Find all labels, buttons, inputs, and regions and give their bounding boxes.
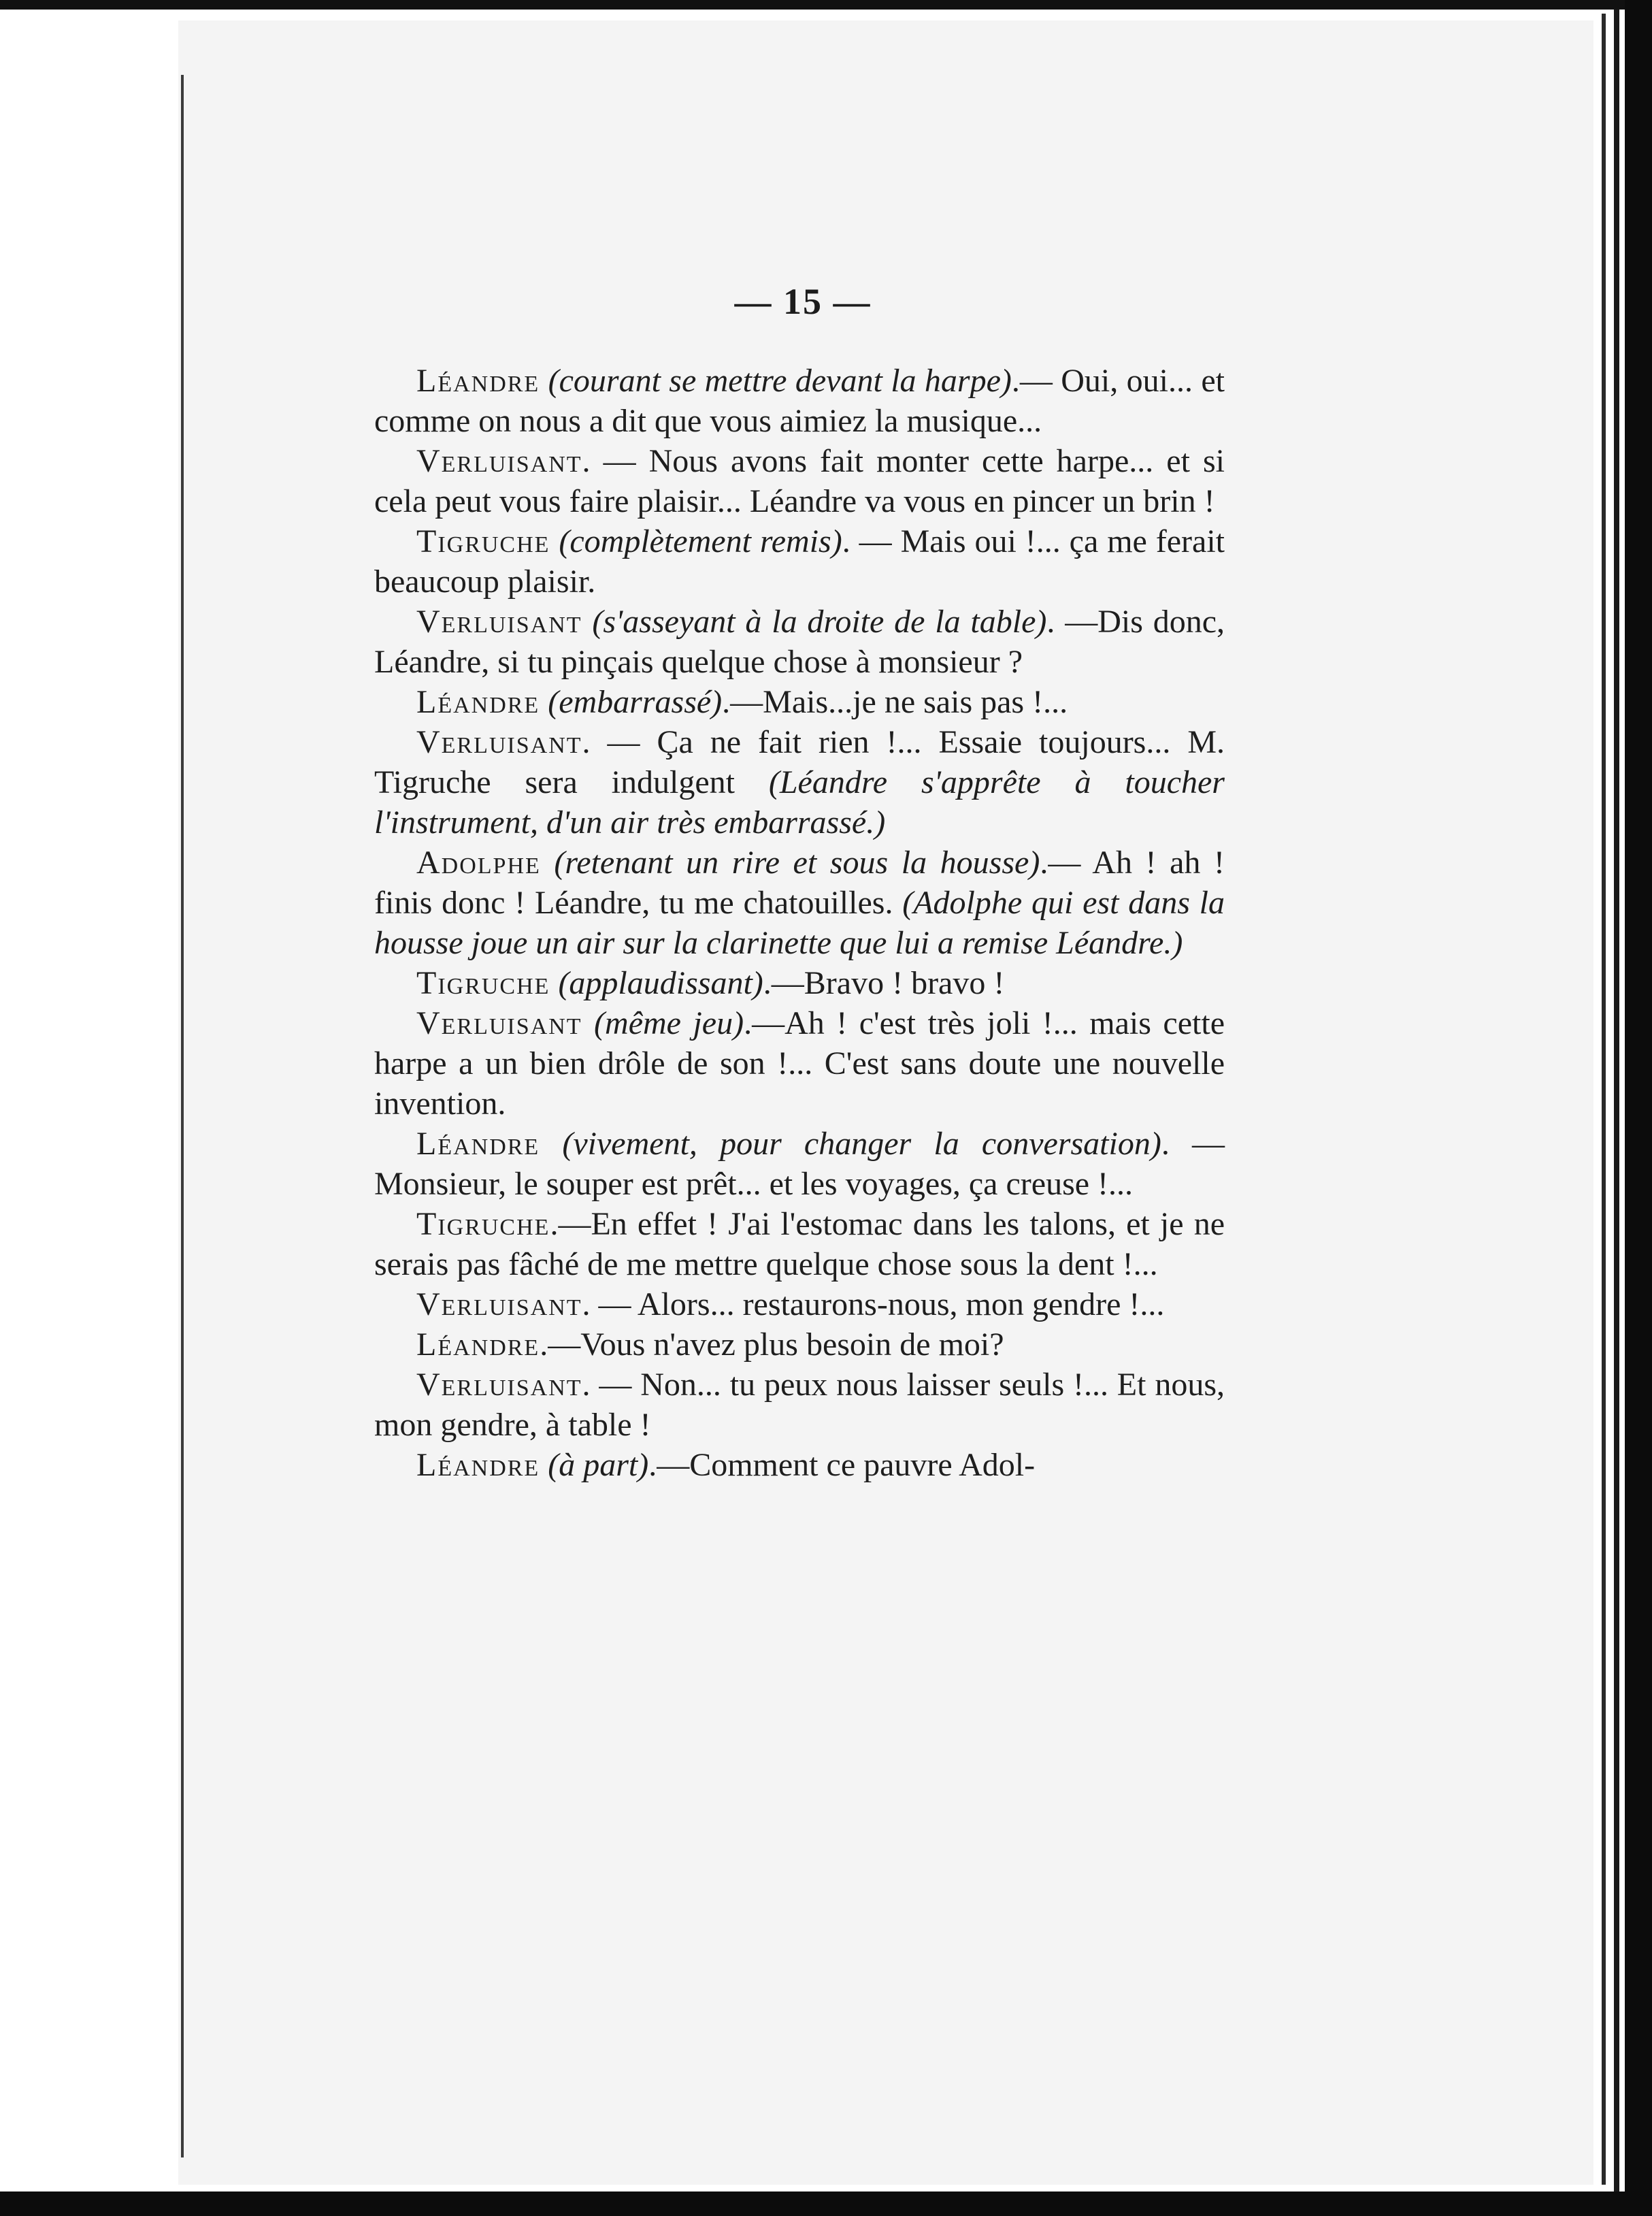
- speaker-name: Léandre: [416, 363, 540, 399]
- dialogue-line: . — Alors... restaurons-nous, mon gendre !...: [582, 1286, 1165, 1322]
- dialogue-line: . — Ça ne fait rien !... Essaie toujours... M. Tigruche sera indulgent: [374, 724, 1225, 800]
- stage-direction: (embarrassé): [548, 684, 723, 720]
- dialogue-paragraph: [374, 441, 1225, 521]
- dialogue-paragraph: [374, 722, 1225, 843]
- speaker-name: Léandre: [416, 684, 540, 720]
- speaker-name: Verluisant: [416, 443, 582, 479]
- dialogue-paragraph: [374, 682, 1225, 722]
- speaker-name: Léandre: [416, 1326, 540, 1363]
- dialogue-line: . — Non... tu peux nous laisser seuls !... Et nous, mon gendre, à table !: [374, 1367, 1225, 1443]
- speaker-name: Léandre: [416, 1447, 540, 1483]
- scan-border-right: [1625, 0, 1652, 2216]
- stage-direction: (complètement remis): [559, 523, 842, 559]
- stage-direction: (Léandre s'apprête à toucher l'instrument, d'un air très embarrassé.): [374, 764, 1225, 841]
- speaker-name: Léandre: [416, 1126, 540, 1162]
- dialogue-paragraph: [374, 361, 1225, 441]
- stage-direction: (même jeu): [594, 1005, 744, 1041]
- scan-border-top: [0, 0, 1652, 10]
- stage-direction: (s'asseyant à la droite de la table): [592, 604, 1047, 640]
- stage-direction: (retenant un rire et sous la housse): [554, 845, 1040, 881]
- dialogue-paragraph: [374, 843, 1225, 963]
- speaker-name: Verluisant: [416, 1286, 582, 1322]
- dialogue-line: .—En effet ! J'ai l'estomac dans les talons, et je ne serais pas fâché de me mettre quelque chose sous la dent !...: [374, 1206, 1225, 1282]
- page-edge-line: [1602, 14, 1606, 2185]
- stage-direction: (à part): [548, 1447, 649, 1483]
- dialogue-paragraph: [374, 1365, 1225, 1445]
- speaker-name: Tigruche: [416, 523, 550, 559]
- dialogue-paragraph: [374, 1324, 1225, 1365]
- speaker-name: Tigruche: [416, 1206, 550, 1242]
- dialogue-line: . — Monsieur, le souper est prêt... et les voyages, ça creuse !...: [374, 1126, 1225, 1202]
- speaker-name: Verluisant: [416, 1005, 582, 1041]
- dialogue-paragraph: [374, 1204, 1225, 1284]
- dialogue-paragraph: [374, 1003, 1225, 1124]
- dialogue-line: . — Nous avons fait monter cette harpe... et si cela peut vous faire plaisir... Léandre va vous en pincer un brin !: [374, 443, 1225, 519]
- page-edge-line: [1614, 10, 1619, 2191]
- stage-direction: (Adolphe qui est dans la housse joue un air sur la clarinette que lui a remise Léandre.): [374, 885, 1225, 961]
- dialogue-text: [374, 361, 1225, 1485]
- dialogue-line: .—Mais...je ne sais pas !...: [722, 684, 1068, 720]
- speaker-name: Verluisant: [416, 724, 582, 760]
- speaker-name: Adolphe: [416, 845, 541, 881]
- dialogue-paragraph: [374, 1124, 1225, 1204]
- dialogue-line: . — Mais oui !... ça me ferait beaucoup plaisir.: [374, 523, 1225, 600]
- stage-direction: (applaudissant): [558, 965, 763, 1001]
- speaker-name: Verluisant: [416, 604, 582, 640]
- dialogue-paragraph: [374, 602, 1225, 682]
- scan-border-bottom: [0, 2191, 1652, 2216]
- dialogue-paragraph: [374, 1445, 1225, 1485]
- dialogue-paragraph: [374, 1284, 1225, 1324]
- dialogue-line: .— Ah ! ah ! finis donc ! Léandre, tu me chatouilles.: [374, 845, 1225, 921]
- dialogue-paragraph: [374, 963, 1225, 1003]
- stage-direction: (courant se mettre devant la harpe): [548, 363, 1012, 399]
- page-number: — 15 —: [734, 281, 872, 322]
- dialogue-line: .—Vous n'avez plus besoin de moi?: [540, 1326, 1004, 1363]
- stage-direction: (vivement, pour changer la conversation): [562, 1126, 1161, 1162]
- dialogue-paragraph: [374, 521, 1225, 602]
- book-spine-edge: [181, 75, 184, 2157]
- dialogue-line: .—Comment ce pauvre Adol-: [648, 1447, 1036, 1483]
- dialogue-line: .—Bravo ! bravo !: [763, 965, 1005, 1001]
- speaker-name: Verluisant: [416, 1367, 582, 1403]
- dialogue-line: . —Dis donc, Léandre, si tu pinçais quelque chose à monsieur ?: [374, 604, 1225, 680]
- dialogue-line: .— Oui, oui... et comme on nous a dit que vous aimiez la musique...: [374, 363, 1225, 439]
- dialogue-line: .—Ah ! c'est très joli !... mais cette harpe a un bien drôle de son !... C'est sans doute une nouvelle invention.: [374, 1005, 1225, 1122]
- speaker-name: Tigruche: [416, 965, 550, 1001]
